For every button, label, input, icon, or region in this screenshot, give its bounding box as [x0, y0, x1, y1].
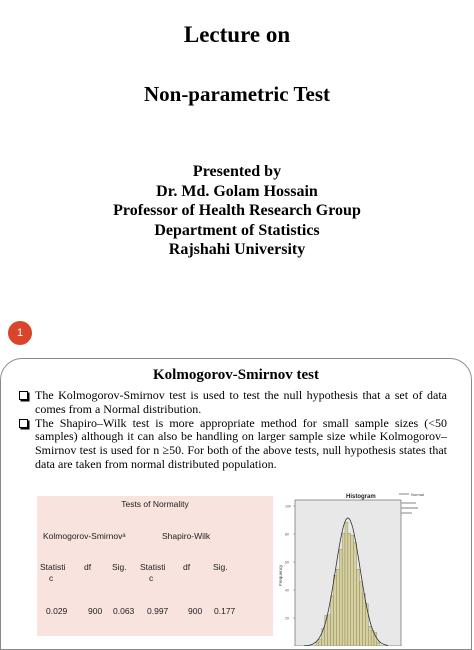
- presenter-line: Presented by: [192, 163, 282, 180]
- table-column-header: [112, 562, 127, 573]
- histogram-bar: [345, 522, 348, 646]
- histogram-bar: [365, 604, 368, 646]
- presenter-line: Dr. Md. Golam Hossain: [156, 182, 318, 200]
- header-text: c: [49, 573, 54, 583]
- list-item: [17, 417, 447, 472]
- bullet-text: The Kolmogorov-Smirnov test is used to test the null hypothesis that a set of data comes from a Normal distribution.: [35, 388, 447, 416]
- slide-title: Lecture on: [183, 22, 291, 47]
- y-tick-label: 40: [285, 588, 289, 593]
- table-group-header: Kolmogorov-Smirnovᵃ: [43, 531, 126, 541]
- histogram-bar: [331, 596, 334, 646]
- histogram-bar: [348, 533, 351, 646]
- histogram-bar: [368, 626, 371, 646]
- header-text: Statisti: [140, 562, 166, 572]
- y-tick-label: 80: [285, 532, 289, 537]
- histogram-bar: [357, 569, 360, 646]
- header-text: df: [84, 562, 92, 572]
- presenter-line: Department of Statistics: [154, 221, 320, 239]
- table-cell: 900: [88, 606, 103, 616]
- square-bullet-icon: [19, 391, 28, 400]
- content-slide: [0, 358, 472, 650]
- list-item: [17, 389, 447, 417]
- histogram-bar: [351, 535, 354, 646]
- table-column-header: [40, 562, 66, 584]
- table-title: Tests of Normality: [121, 499, 189, 509]
- histogram-bar: [336, 569, 339, 646]
- histogram-title: Histogram: [346, 494, 376, 500]
- presenter-block: [0, 162, 474, 260]
- table-cell: 0.029: [46, 606, 68, 616]
- header-text: Statisti: [40, 562, 66, 572]
- table-cell: 0.063: [113, 606, 135, 616]
- header-text: df: [183, 562, 191, 572]
- y-tick-label: 100: [285, 504, 291, 509]
- legend-label: Normal: [411, 492, 424, 497]
- table-column-header: [140, 562, 166, 584]
- presenter-line: Rajshahi University: [168, 241, 306, 258]
- histogram-bar: [328, 615, 331, 646]
- slide-heading: Kolmogorov-Smirnov test: [153, 367, 319, 383]
- histogram-chart: [276, 486, 456, 646]
- histogram-bar: [319, 639, 322, 646]
- table-column-header: [84, 562, 91, 573]
- bullet-list: [17, 389, 447, 472]
- histogram-bar: [377, 642, 380, 646]
- table-cell: 900: [188, 606, 203, 616]
- table-column-header: [183, 562, 190, 573]
- header-text: Sig.: [112, 562, 127, 572]
- y-tick-label: 60: [285, 560, 289, 565]
- table-cell: 0.177: [214, 606, 236, 616]
- histogram-bar: [360, 582, 363, 646]
- y-tick-label: 20: [285, 616, 289, 621]
- histogram-bar: [362, 594, 365, 646]
- square-bullet-icon: [19, 419, 28, 428]
- histogram-bar: [316, 642, 319, 646]
- presenter-line: Professor of Health Research Group: [113, 202, 361, 219]
- histogram-bar: [333, 575, 336, 646]
- bullet-text: The Shapiro–Wilk test is more appropriate method for small sample sizes (<50 samples) although it can also be handling on larger sample size while Kolmogorov–Smirnov test is used for n ≥50. For both of the above tests, null hypothesis states that data are taken from normal distributed population.: [35, 415, 447, 471]
- table-cell: 0.997: [147, 606, 169, 616]
- header-text: Sig.: [213, 562, 228, 572]
- table-column-header: [213, 562, 228, 573]
- normality-table: [37, 496, 273, 636]
- table-group-header: Shapiro-Wilk: [162, 531, 211, 541]
- slide-topic: Non-parametric Test: [143, 82, 331, 106]
- header-text: c: [149, 573, 154, 583]
- y-axis-label: Frequency: [278, 564, 283, 586]
- histogram-bar: [342, 533, 345, 646]
- page-number-badge[interactable]: 1: [8, 321, 32, 345]
- histogram-bar: [354, 543, 357, 646]
- histogram-figure: [276, 486, 456, 646]
